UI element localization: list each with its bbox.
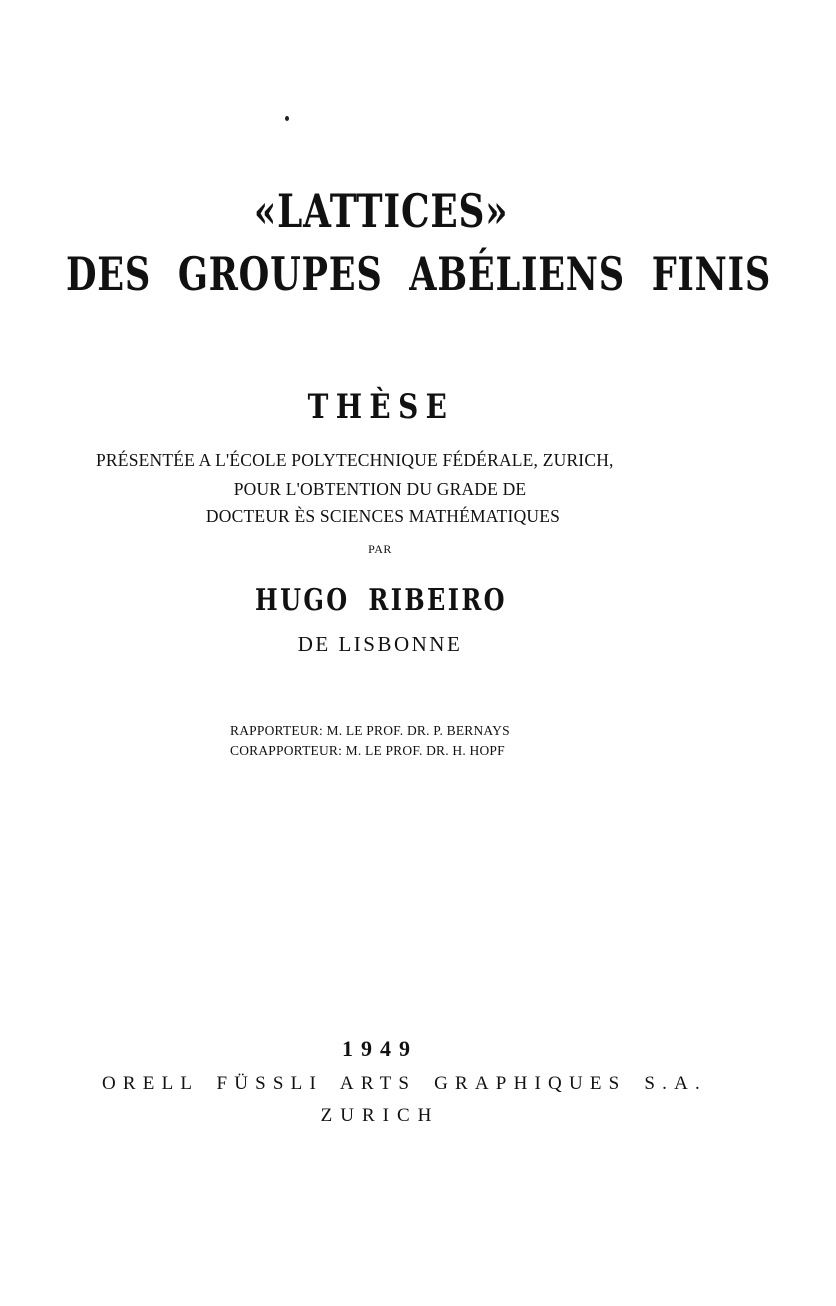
presentation-line-1: PRÉSENTÉE A L'ÉCOLE POLYTECHNIQUE FÉDÉRALE, ZURICH, [96, 450, 614, 470]
rapporteur: RAPPORTEUR: M. LE PROF. DR. P. BERNAYS [230, 723, 510, 738]
author-origin: DE LISBONNE [297, 632, 463, 656]
title-line-1: «LATTICES» [253, 184, 509, 238]
presentation-line-2: POUR L'OBTENTION DU GRADE DE [233, 479, 527, 499]
publication-year: 1949 [342, 1036, 418, 1061]
presentation-line-3: DOCTEUR ÈS SCIENCES MATHÉMATIQUES [205, 506, 561, 526]
publisher: ORELL FÜSSLI ARTS GRAPHIQUES S.A. [102, 1073, 707, 1094]
document-type: THÈSE [307, 387, 455, 427]
corapporteur: CORAPPORTEUR: M. LE PROF. DR. H. HOPF [230, 743, 505, 758]
title-line-2: DES GROUPES ABÉLIENS FINIS [66, 247, 772, 301]
author-name: HUGO RIBEIRO [255, 583, 507, 618]
ink-speck [285, 116, 289, 121]
publication-city: ZURICH [320, 1105, 440, 1126]
par-label: PAR [368, 542, 392, 556]
